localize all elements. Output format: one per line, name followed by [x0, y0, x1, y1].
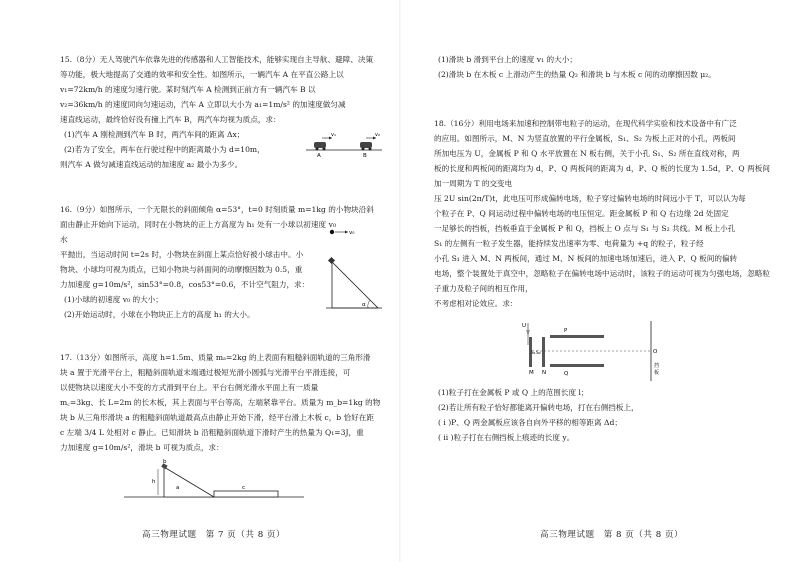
q17-line: 17.（13分）如图所示，高度 h=1.5m、质量 mₐ=2kg 的上表面有粗糙斜面轨道的三角形滑: [60, 353, 371, 362]
q17-line: 块 a 置于光滑平台上，粗糙斜面轨道末端通过极短光滑小圆弧与光滑平台平滑连接，可: [60, 368, 351, 377]
q18-line: 不考虑相对论效应。求：: [434, 299, 518, 308]
o-label: O: [653, 349, 658, 355]
q18-sub-line: ( ii )粒子打在右侧挡板上痕迹的长度 y。: [438, 433, 575, 442]
question-16: [60, 202, 384, 322]
question-15: [60, 52, 384, 172]
q17-line: 块 b 从三角形滑块 a 的粗糙斜面轨道最高点由静止开始下滑，经平台滑上木板 c，b 恰好在距: [60, 413, 374, 422]
baffle-label-1: 挡: [654, 363, 660, 369]
s1-label: S₁: [531, 351, 536, 356]
page-8: [400, 0, 800, 562]
page-footer: 高三物理试题 第 7 页（共 8 页）: [142, 530, 286, 540]
v2-label: v₂: [375, 132, 380, 138]
q15-line: (2)若为了安全，两车在行驶过程中的距离最小为 d=10m，: [64, 145, 265, 154]
q17-line: c 左端 3/4 L 处相对 c 静止。已知滑块 b 沿粗糙斜面轨道下滑时产生的热量为 Q₁=3J，重: [60, 428, 364, 437]
q16-figure-incline: [324, 224, 384, 314]
q17-figure-ramp: [124, 459, 304, 501]
alpha-label: α: [362, 302, 366, 308]
plate-n: [542, 337, 545, 367]
q15-figure-cars: [304, 126, 384, 158]
incline: [332, 262, 378, 308]
q18-line: S₁ 的左侧有一粒子发生器，能持续发出速率为零、电荷量为 +q 的粒子，粒子经: [434, 239, 704, 248]
q16-line: 16.（9分）如图所示，一个无限长的斜面倾角 α=53°，t=0 时刻质量 m=1kg 的小物块沿斜: [60, 205, 374, 214]
q18-line: 的应用。如图所示，M、N 为竖直放置的平行金属板，S₁、S₂ 为板上正对的小孔，两板间: [434, 134, 736, 143]
s2-label: S₂: [536, 351, 541, 356]
q15-line: (1)汽车 A 刚检测到汽车 B 时，两汽车间的距离 Δx；: [64, 130, 245, 139]
b-label: b: [163, 459, 167, 465]
q18-line: 18.（16分）利用电场来加速和控制带电粒子的运动，在现代科学实验和技术设备中有广泛: [434, 119, 737, 128]
q18-sub-line: (2)若让所有粒子恰好都能离开偏转电场，打在右侧挡板上，: [438, 403, 639, 412]
q17-line: 力加速度 g=10m/s²，滑块 b 可视为质点，求：: [60, 443, 224, 452]
ball-icon: [330, 230, 334, 234]
q16-line: 平抛出，当运动时间 t=2s 时，小物块在斜面上某点恰好被小球击中。小: [60, 250, 304, 259]
question-17: [60, 350, 384, 501]
q15-line: v₁=72km/h 的速度匀速行驶。某时刻汽车 A 检测到正前方有一辆汽车 B 以: [60, 85, 316, 94]
v0-label: v₀: [349, 230, 355, 236]
q18-line: 板的长度和两板间的距离均为 d，P、Q 两板间的距离为 d，P、Q 板的长度为 1.5d，P、Q 两板间加一周期为 T 的交变电: [434, 164, 770, 188]
q18-line: 一足够长的挡板，挡板垂直于金属板 P 和 Q，挡板上 O 点与 S₁ 与 S₂ 共线。M 板上小孔: [434, 224, 736, 233]
a-label: a: [176, 485, 180, 491]
car-a-label: A: [317, 153, 321, 158]
block-icon: [328, 257, 335, 264]
q17-line: 以使物块以速度大小不变的方式滑到平台上。平台右侧光滑水平面上有一质量: [60, 383, 319, 392]
baffle-label-2: 板: [654, 370, 660, 376]
q15-line: 速直线运动，最终恰好没有撞上汽车 B，两汽车均视为质点，求：: [60, 115, 281, 124]
car-a-icon: [314, 142, 326, 151]
u-label: U: [522, 323, 527, 329]
q16-line: 力加速度 g=10m/s²，sin53°=0.8，cos53°=0.6，不计空气阻力，求：: [60, 280, 310, 289]
car-b-label: B: [363, 153, 367, 158]
q18-line: 小孔 S₁ 进入 M、N 两板间，通过 M、N 板间的加速电场加速后，进入 P、Q 板间的偏转: [434, 254, 738, 263]
q17-sub-line: (1)滑块 b 滑到平台上的速度 v₁ 的大小；: [438, 55, 577, 64]
n-label: N: [542, 370, 547, 376]
page-footer: 高三物理试题 第 8 页（共 8 页）: [540, 530, 684, 540]
q16-line: (2)开始运动时，小球在小物块正上方的高度 h₁ 的大小。: [64, 310, 255, 319]
v1-label: v₁: [331, 132, 336, 138]
q18-line: 所加电压为 U，金属板 P 和 Q 水平放置在 N 板右侧，关于小孔 S₁、S₂ 所在直线对称，两: [434, 149, 740, 158]
q18-line: 个粒子在 P、Q 间运动过程中偏转电场的电压恒定。距金属板 P 和 Q 右边缘 2d 处固定: [434, 209, 729, 218]
q18-sub-line: (1)粒子打在金属板 P 或 Q 上的范围长度 l；: [438, 388, 589, 397]
q16-line: 物块、小球均可视为质点，已知小物块与斜面间的动摩擦因数为 0.5，重: [60, 265, 303, 274]
m-label: M: [529, 370, 534, 376]
h-label: h: [152, 479, 156, 485]
c-label: c: [242, 485, 246, 491]
p-label: P: [564, 328, 568, 334]
q15-line: 等功能，极大地提高了交通的效率和安全性。如图所示，一辆汽车 A 在平直公路上以: [60, 70, 344, 79]
q17-line: m꜀=3kg、长 L=2m 的长木板，其上表面与平台等高，左端紧靠平台。质量为 m_b=1kg 的物: [60, 398, 381, 407]
q16-line: (1)小球的初速度 v₀ 的大小；: [64, 295, 163, 304]
q16-line: 面由静止开始向下运动，同时在小物块的正上方高度为 h₁ 处有一小球以初速度 v₀ 水: [60, 220, 336, 244]
q18-sub-line: ( i )P、Q 两金属板应该各自向外平移的相等距离 Δd；: [438, 418, 622, 427]
q-label: Q: [564, 371, 569, 377]
q17-sub-line: (2)滑块 b 在木板 c 上滑动产生的热量 Q₂ 和滑块 b 与木板 c 间的动摩擦因数 μ₂。: [438, 70, 716, 79]
wedge-a: [164, 467, 214, 497]
q15-line: v₂=36km/h 的速度同向匀速运动，汽车 A 立即以大小为 a₁=1m/s² 的加速度做匀减: [60, 100, 346, 109]
car-b-icon: [360, 142, 372, 151]
q18-line: 电场，整个装置处于真空中，忽略粒子在偏转电场中运动时，该粒子的运动可视为匀强电场，忽略粒子重力及粒子间的相互作用，: [434, 269, 770, 293]
plate-p: [550, 335, 604, 338]
q18-line: 压 2U sin(2π/T)t，此电压可形成偏转电场，粒子穿过偏转电场的时间远小于 T，可以认为每: [434, 194, 746, 203]
q15-line: 则汽车 A 做匀减速直线运动的加速度 a₂ 最小为多少。: [60, 160, 243, 169]
q15-line: 15.（8分）无人驾驶汽车依靠先进的传感器和人工智能技术，能够实现自主导航、避障、决策: [60, 55, 374, 64]
plate-q: [550, 364, 604, 367]
q18-figure-plates: [520, 317, 670, 381]
question-17-continued: [434, 52, 770, 82]
board-c: [214, 491, 278, 497]
question-18: [434, 116, 770, 445]
